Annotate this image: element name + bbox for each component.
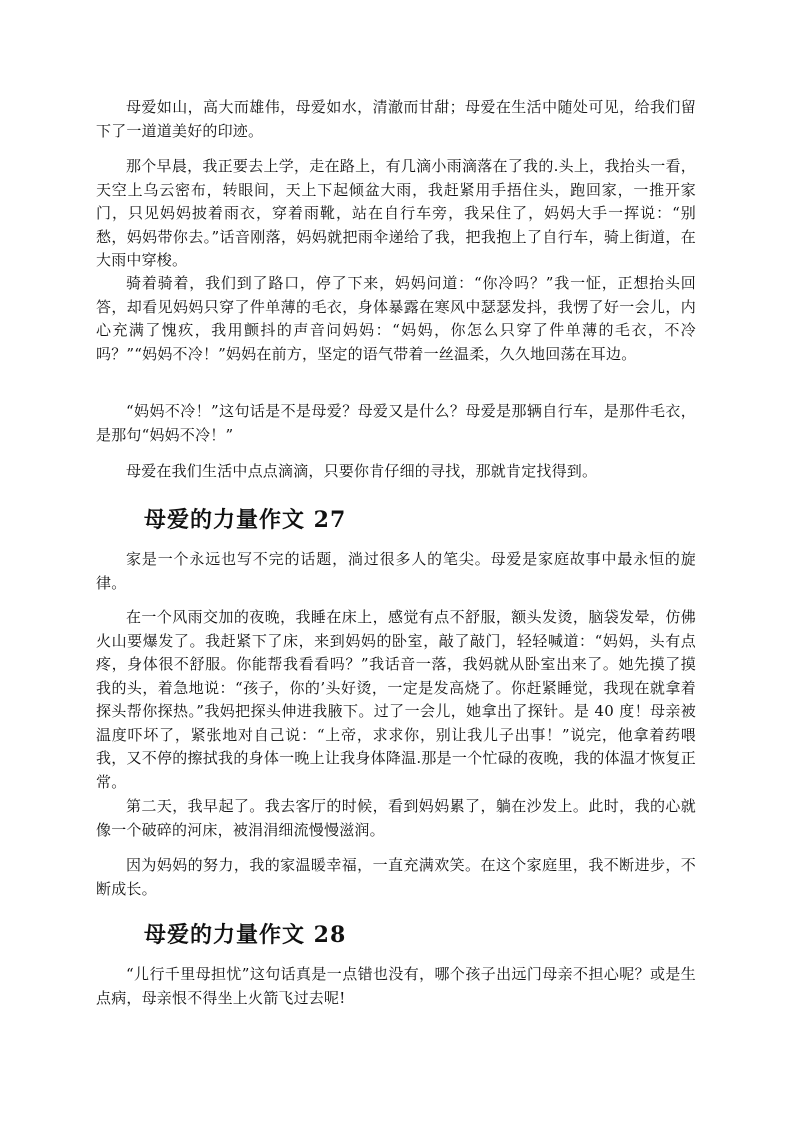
paragraph-worry: “儿行千里母担忧”这句话真是一点错也没有，哪个孩子出远门母亲不担心呢？或是生点病，母亲恨不得坐上火箭飞过去呢! [96, 965, 696, 1007]
paragraph-next-day: 第二天，我早起了。我去客厅的时候，看到妈妈累了，躺在沙发上。此时，我的心就像一个破碎的河床，被涓涓细流慢慢滋润。 [96, 797, 696, 839]
paragraph-morning: 那个早晨，我正要去上学，走在路上，有几滴小雨滴落在了我的.头上，我抬头一看，天空上乌云密布，转眼间，天上下起倾盆大雨，我赶紧用手捂住头，跑回家，一推开家门，只见妈妈披着雨衣，穿着雨靴，站在自行车旁，我呆住了，妈妈大手一挥说：“别愁，妈妈带你去。”话音刚落，妈妈就把雨伞递给了我，把我抱上了自行车，骑上街道，在大雨中穿梭。 [96, 157, 696, 269]
paragraph-growth: 因为妈妈的努力，我的家温暖幸福，一直充满欢笑。在这个家庭里，我不断进步，不断成长。 [96, 856, 696, 898]
paragraph-home: 家是一个永远也写不完的话题，淌过很多人的笔尖。母爱是家庭故事中最永恒的旋律。 [96, 550, 696, 592]
paragraph-riding: 骑着骑着，我们到了路口，停了下来，妈妈问道：“你冷吗？”我一怔，正想抬头回答，却看见妈妈只穿了件单薄的毛衣，身体暴露在寒风中瑟瑟发抖，我愣了好一会儿，内心充满了愧疚，我用颤抖的声音问妈妈：“妈妈，你怎么只穿了件单薄的毛衣，不冷吗？”“妈妈不冷！”妈妈在前方，坚定的语气带着一丝温柔，久久地回荡在耳边。 [96, 274, 696, 363]
section-heading-27: 母爱的力量作文 27 [144, 507, 347, 533]
paragraph-conclusion: 母爱在我们生活中点点滴滴，只要你肯仔细的寻找，那就肯定找得到。 [126, 462, 598, 480]
paragraph-stormy-night: 在一个风雨交加的夜晚，我睡在床上，感觉有点不舒服，额头发烫，脑袋发晕，仿佛火山要爆发了。我赶紧下了床，来到妈妈的卧室，敲了敲门，轻轻喊道：“妈妈，头有点疼，身体很不舒服。你能帮我看看吗？”我话音一落，我妈就从卧室出来了。她先摸了摸我的头，着急地说：“孩子，你的’头好烫，一定是发高烧了。你赶紧睡觉，我现在就拿着探头帮你探热。”我妈把探头伸进我腋下。过了一会儿，她拿出了探针。是 40 度！母亲被温度吓坏了，紧张地对自己说：“上帝，求求你，别让我儿子出事！”说完，他拿着药喂我，又不停的擦拭我的身体一晚上让我身体降温.那是一个忙碌的夜晚，我的体温才恢复正常。 [96, 608, 696, 791]
paragraph-question: “妈妈不冷！”这句话是不是母爱？母爱又是什么？母爱是那辆自行车，是那件毛衣，是那句“妈妈不冷！” [96, 402, 696, 444]
section-heading-28: 母爱的力量作文 28 [144, 922, 347, 948]
paragraph-intro: 母爱如山，高大而雄伟，母爱如水，清澈而甘甜；母爱在生活中随处可见，给我们留下了一道道美好的印迹。 [96, 98, 696, 140]
